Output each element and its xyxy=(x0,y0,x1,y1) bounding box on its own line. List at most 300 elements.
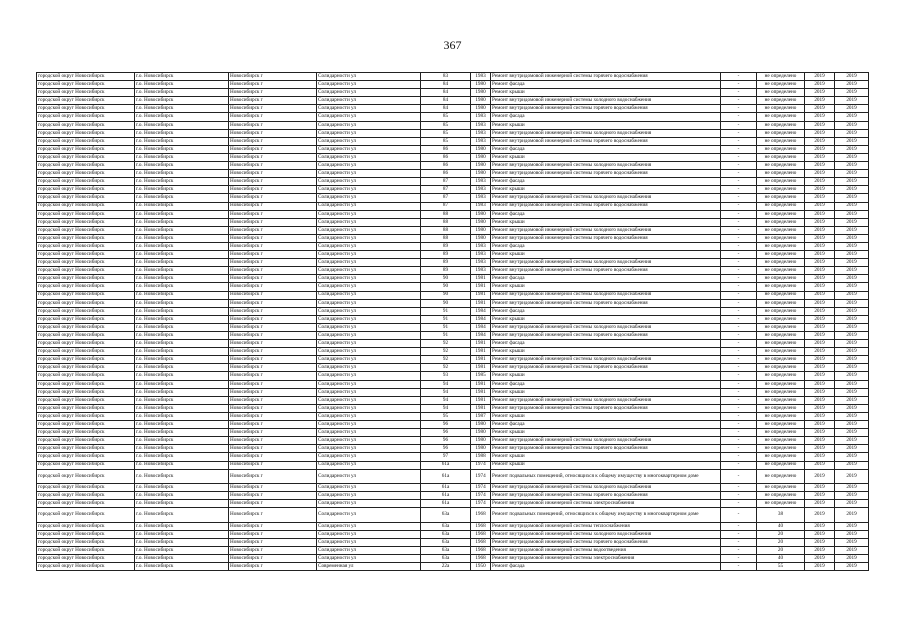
table-row xyxy=(37,412,869,420)
table-row xyxy=(37,178,869,186)
end-year-cell: 2019 xyxy=(835,538,869,546)
urban-district-cell: г.о. Новосибирск xyxy=(135,492,229,500)
dash-cell: - xyxy=(721,170,757,178)
end-year-cell: 2019 xyxy=(835,283,869,291)
settlement-cell: Новосибирск г xyxy=(229,522,317,530)
work-type-cell: Ремонт внутридомовой инженерной системы горячего водоснабжения xyxy=(491,202,721,210)
work-type-cell: Ремонт крыши xyxy=(491,348,721,356)
settlement-cell: Новосибирск г xyxy=(229,429,317,437)
municipal-district-cell: городской округ Новосибирск xyxy=(37,315,135,323)
street-cell: Солидарности ул xyxy=(317,483,421,491)
settlement-cell: Новосибирск г xyxy=(229,153,317,161)
start-year-cell: 2019 xyxy=(805,89,835,97)
urban-district-cell: г.о. Новосибирск xyxy=(135,97,229,105)
work-type-cell: Ремонт фасада xyxy=(491,340,721,348)
table-row xyxy=(37,162,869,170)
street-cell: Солидарности ул xyxy=(317,226,421,234)
table-row xyxy=(37,555,869,563)
build-year-cell: 1968 xyxy=(471,538,491,546)
table-row xyxy=(37,291,869,299)
start-year-cell: 2019 xyxy=(805,522,835,530)
street-cell: Солидарности ул xyxy=(317,445,421,453)
build-year-cell: 1983 xyxy=(471,186,491,194)
settlement-cell: Новосибирск г xyxy=(229,97,317,105)
work-type-cell: Ремонт подвальных помещений, относящихся к общему имуществу в многоквартирном доме xyxy=(491,508,721,522)
build-year-cell: 1981 xyxy=(471,283,491,291)
settlement-cell: Новосибирск г xyxy=(229,315,317,323)
settlement-cell: Новосибирск г xyxy=(229,259,317,267)
urban-district-cell: г.о. Новосибирск xyxy=(135,380,229,388)
end-year-cell: 2019 xyxy=(835,546,869,554)
build-year-cell: 1980 xyxy=(471,429,491,437)
start-year-cell: 2019 xyxy=(805,315,835,323)
municipal-district-cell: городской округ Новосибирск xyxy=(37,73,135,81)
amount-cell: 55 xyxy=(757,563,805,571)
house-number-cell: 96 xyxy=(421,421,471,429)
table-row xyxy=(37,500,869,508)
start-year-cell: 2019 xyxy=(805,453,835,461)
end-year-cell: 2019 xyxy=(835,121,869,129)
build-year-cell: 1983 xyxy=(471,178,491,186)
end-year-cell: 2019 xyxy=(835,404,869,412)
street-cell: Солидарности ул xyxy=(317,412,421,420)
urban-district-cell: г.о. Новосибирск xyxy=(135,218,229,226)
start-year-cell: 2019 xyxy=(805,267,835,275)
urban-district-cell: г.о. Новосибирск xyxy=(135,396,229,404)
municipal-district-cell: городской округ Новосибирск xyxy=(37,453,135,461)
dash-cell: - xyxy=(721,105,757,113)
table-row xyxy=(37,388,869,396)
municipal-district-cell: городской округ Новосибирск xyxy=(37,323,135,331)
amount-cell: не определено xyxy=(757,315,805,323)
amount-cell: 40 xyxy=(757,555,805,563)
street-cell: Солидарности ул xyxy=(317,234,421,242)
end-year-cell: 2019 xyxy=(835,291,869,299)
amount-cell: не определено xyxy=(757,202,805,210)
house-number-cell: 89 xyxy=(421,251,471,259)
dash-cell: - xyxy=(721,275,757,283)
build-year-cell: 1968 xyxy=(471,508,491,522)
settlement-cell: Новосибирск г xyxy=(229,340,317,348)
house-number-cell: 88 xyxy=(421,226,471,234)
house-number-cell: 91 xyxy=(421,307,471,315)
end-year-cell: 2019 xyxy=(835,307,869,315)
municipal-district-cell: городской округ Новосибирск xyxy=(37,546,135,554)
settlement-cell: Новосибирск г xyxy=(229,388,317,396)
street-cell: Солидарности ул xyxy=(317,97,421,105)
settlement-cell: Новосибирск г xyxy=(229,364,317,372)
house-number-cell: 61а xyxy=(421,500,471,508)
amount-cell: 20 xyxy=(757,530,805,538)
settlement-cell: Новосибирск г xyxy=(229,483,317,491)
amount-cell: не определено xyxy=(757,186,805,194)
street-cell: Солидарности ул xyxy=(317,81,421,89)
work-type-cell: Ремонт фасада xyxy=(491,242,721,250)
street-cell: Солидарности ул xyxy=(317,453,421,461)
work-type-cell: Ремонт внутридомовой инженерной системы горячего водоснабжения xyxy=(491,404,721,412)
urban-district-cell: г.о. Новосибирск xyxy=(135,404,229,412)
settlement-cell: Новосибирск г xyxy=(229,129,317,137)
street-cell: Солидарности ул xyxy=(317,113,421,121)
start-year-cell: 2019 xyxy=(805,508,835,522)
street-cell: Солидарности ул xyxy=(317,137,421,145)
start-year-cell: 2019 xyxy=(805,340,835,348)
dash-cell: - xyxy=(721,283,757,291)
urban-district-cell: г.о. Новосибирск xyxy=(135,364,229,372)
build-year-cell: 1980 xyxy=(471,421,491,429)
urban-district-cell: г.о. Новосибирск xyxy=(135,372,229,380)
amount-cell: не определено xyxy=(757,469,805,483)
amount-cell: не определено xyxy=(757,194,805,202)
settlement-cell: Новосибирск г xyxy=(229,218,317,226)
municipal-district-cell: городской округ Новосибирск xyxy=(37,137,135,145)
table-row xyxy=(37,202,869,210)
settlement-cell: Новосибирск г xyxy=(229,89,317,97)
settlement-cell: Новосибирск г xyxy=(229,356,317,364)
house-number-cell: 63а xyxy=(421,522,471,530)
work-type-cell: Ремонт внутридомовой инженерной системы холодного водоснабжения xyxy=(491,194,721,202)
end-year-cell: 2019 xyxy=(835,210,869,218)
amount-cell: не определено xyxy=(757,251,805,259)
work-type-cell: Ремонт внутридомовой инженерной системы холодного водоснабжения xyxy=(491,226,721,234)
dash-cell: - xyxy=(721,372,757,380)
table-row xyxy=(37,113,869,121)
settlement-cell: Новосибирск г xyxy=(229,453,317,461)
start-year-cell: 2019 xyxy=(805,380,835,388)
work-type-cell: Ремонт фасада xyxy=(491,113,721,121)
house-number-cell: 63а xyxy=(421,508,471,522)
amount-cell: не определено xyxy=(757,81,805,89)
build-year-cell: 1983 xyxy=(471,259,491,267)
end-year-cell: 2019 xyxy=(835,323,869,331)
urban-district-cell: г.о. Новосибирск xyxy=(135,202,229,210)
end-year-cell: 2019 xyxy=(835,202,869,210)
urban-district-cell: г.о. Новосибирск xyxy=(135,555,229,563)
settlement-cell: Новосибирск г xyxy=(229,396,317,404)
build-year-cell: 1981 xyxy=(471,380,491,388)
table-row xyxy=(37,137,869,145)
start-year-cell: 2019 xyxy=(805,210,835,218)
build-year-cell: 1980 xyxy=(471,445,491,453)
house-number-cell: 86 xyxy=(421,145,471,153)
dash-cell: - xyxy=(721,81,757,89)
urban-district-cell: г.о. Новосибирск xyxy=(135,275,229,283)
work-type-cell: Ремонт фасада xyxy=(491,421,721,429)
dash-cell: - xyxy=(721,500,757,508)
dash-cell: - xyxy=(721,299,757,307)
amount-cell: не определено xyxy=(757,210,805,218)
urban-district-cell: г.о. Новосибирск xyxy=(135,388,229,396)
dash-cell: - xyxy=(721,461,757,469)
start-year-cell: 2019 xyxy=(805,105,835,113)
end-year-cell: 2019 xyxy=(835,530,869,538)
settlement-cell: Новосибирск г xyxy=(229,170,317,178)
settlement-cell: Новосибирск г xyxy=(229,137,317,145)
end-year-cell: 2019 xyxy=(835,186,869,194)
table-row xyxy=(37,315,869,323)
end-year-cell: 2019 xyxy=(835,162,869,170)
settlement-cell: Новосибирск г xyxy=(229,299,317,307)
municipal-district-cell: городской округ Новосибирск xyxy=(37,218,135,226)
urban-district-cell: г.о. Новосибирск xyxy=(135,429,229,437)
settlement-cell: Новосибирск г xyxy=(229,421,317,429)
house-number-cell: 61а xyxy=(421,483,471,491)
amount-cell: не определено xyxy=(757,267,805,275)
build-year-cell: 1968 xyxy=(471,522,491,530)
municipal-district-cell: городской округ Новосибирск xyxy=(37,267,135,275)
table-row xyxy=(37,356,869,364)
amount-cell: 20 xyxy=(757,538,805,546)
street-cell: Солидарности ул xyxy=(317,202,421,210)
street-cell: Солидарности ул xyxy=(317,522,421,530)
urban-district-cell: г.о. Новосибирск xyxy=(135,332,229,340)
dash-cell: - xyxy=(721,340,757,348)
build-year-cell: 1983 xyxy=(471,194,491,202)
house-number-cell: 89 xyxy=(421,259,471,267)
amount-cell: не определено xyxy=(757,226,805,234)
start-year-cell: 2019 xyxy=(805,530,835,538)
table-row xyxy=(37,267,869,275)
build-year-cell: 1981 xyxy=(471,396,491,404)
table-row xyxy=(37,259,869,267)
work-type-cell: Ремонт внутридомовой инженерной системы горячего водоснабжения xyxy=(491,267,721,275)
dash-cell: - xyxy=(721,210,757,218)
street-cell: Солидарности ул xyxy=(317,461,421,469)
work-type-cell: Ремонт внутридомовой инженерной системы холодного водоснабжения xyxy=(491,259,721,267)
municipal-district-cell: городской округ Новосибирск xyxy=(37,251,135,259)
urban-district-cell: г.о. Новосибирск xyxy=(135,307,229,315)
urban-district-cell: г.о. Новосибирск xyxy=(135,137,229,145)
table-row xyxy=(37,323,869,331)
house-number-cell: 96 xyxy=(421,437,471,445)
amount-cell: не определено xyxy=(757,429,805,437)
table-row xyxy=(37,404,869,412)
dash-cell: - xyxy=(721,291,757,299)
municipal-district-cell: городской округ Новосибирск xyxy=(37,388,135,396)
build-year-cell: 1984 xyxy=(471,307,491,315)
end-year-cell: 2019 xyxy=(835,437,869,445)
house-number-cell: 63а xyxy=(421,530,471,538)
start-year-cell: 2019 xyxy=(805,421,835,429)
amount-cell: не определено xyxy=(757,234,805,242)
build-year-cell: 1988 xyxy=(471,453,491,461)
build-year-cell: 1981 xyxy=(471,388,491,396)
table-row xyxy=(37,445,869,453)
municipal-district-cell: городской округ Новосибирск xyxy=(37,356,135,364)
work-type-cell: Ремонт крыши xyxy=(491,218,721,226)
end-year-cell: 2019 xyxy=(835,73,869,81)
table-row xyxy=(37,437,869,445)
build-year-cell: 1984 xyxy=(471,323,491,331)
build-year-cell: 1974 xyxy=(471,500,491,508)
table-row xyxy=(37,421,869,429)
dash-cell: - xyxy=(721,412,757,420)
table-row xyxy=(37,492,869,500)
work-type-cell: Ремонт внутридомовой инженерной системы горячего водоснабжения xyxy=(491,73,721,81)
dash-cell: - xyxy=(721,178,757,186)
build-year-cell: 1983 xyxy=(471,242,491,250)
house-number-cell: 92 xyxy=(421,340,471,348)
table-row xyxy=(37,340,869,348)
settlement-cell: Новосибирск г xyxy=(229,234,317,242)
end-year-cell: 2019 xyxy=(835,153,869,161)
house-number-cell: 90 xyxy=(421,275,471,283)
work-type-cell: Ремонт внутридомовой инженерной системы холодного водоснабжения xyxy=(491,483,721,491)
start-year-cell: 2019 xyxy=(805,194,835,202)
municipal-district-cell: городской округ Новосибирск xyxy=(37,291,135,299)
municipal-district-cell: городской округ Новосибирск xyxy=(37,145,135,153)
work-type-cell: Ремонт подвальных помещений, относящихся к общему имуществу в многоквартирном доме xyxy=(491,469,721,483)
end-year-cell: 2019 xyxy=(835,259,869,267)
end-year-cell: 2019 xyxy=(835,356,869,364)
work-type-cell: Ремонт внутридомовой инженерной системы горячего водоснабжения xyxy=(491,299,721,307)
work-type-cell: Ремонт внутридомовой инженерной системы горячего водоснабжения xyxy=(491,170,721,178)
work-type-cell: Ремонт крыши xyxy=(491,89,721,97)
start-year-cell: 2019 xyxy=(805,259,835,267)
street-cell: Солидарности ул xyxy=(317,259,421,267)
municipal-district-cell: городской округ Новосибирск xyxy=(37,340,135,348)
urban-district-cell: г.о. Новосибирск xyxy=(135,421,229,429)
amount-cell: 38 xyxy=(757,508,805,522)
house-number-cell: 88 xyxy=(421,234,471,242)
end-year-cell: 2019 xyxy=(835,226,869,234)
urban-district-cell: г.о. Новосибирск xyxy=(135,81,229,89)
dash-cell: - xyxy=(721,437,757,445)
dash-cell: - xyxy=(721,186,757,194)
end-year-cell: 2019 xyxy=(835,492,869,500)
start-year-cell: 2019 xyxy=(805,445,835,453)
table-body xyxy=(37,73,869,571)
dash-cell: - xyxy=(721,364,757,372)
municipal-district-cell: городской округ Новосибирск xyxy=(37,500,135,508)
settlement-cell: Новосибирск г xyxy=(229,555,317,563)
amount-cell: 40 xyxy=(757,522,805,530)
end-year-cell: 2019 xyxy=(835,461,869,469)
work-type-cell: Ремонт внутридомовой инженерной системы холодного водоснабжения xyxy=(491,162,721,170)
street-cell: Солидарности ул xyxy=(317,538,421,546)
start-year-cell: 2019 xyxy=(805,121,835,129)
street-cell: Солидарности ул xyxy=(317,356,421,364)
end-year-cell: 2019 xyxy=(835,445,869,453)
dash-cell: - xyxy=(721,421,757,429)
house-number-cell: 85 xyxy=(421,137,471,145)
end-year-cell: 2019 xyxy=(835,137,869,145)
settlement-cell: Новосибирск г xyxy=(229,348,317,356)
end-year-cell: 2019 xyxy=(835,129,869,137)
build-year-cell: 1974 xyxy=(471,469,491,483)
municipal-district-cell: городской округ Новосибирск xyxy=(37,202,135,210)
street-cell: Солидарности ул xyxy=(317,500,421,508)
table-row xyxy=(37,251,869,259)
street-cell: Солидарности ул xyxy=(317,291,421,299)
work-type-cell: Ремонт крыши xyxy=(491,315,721,323)
table-row xyxy=(37,364,869,372)
table-row xyxy=(37,218,869,226)
start-year-cell: 2019 xyxy=(805,170,835,178)
street-cell: Солидарности ул xyxy=(317,89,421,97)
dash-cell: - xyxy=(721,538,757,546)
street-cell: Солидарности ул xyxy=(317,105,421,113)
end-year-cell: 2019 xyxy=(835,89,869,97)
work-type-cell: Ремонт внутридомовой инженерной системы горячего водоснабжения xyxy=(491,364,721,372)
end-year-cell: 2019 xyxy=(835,194,869,202)
work-type-cell: Ремонт внутридомовой инженерной системы холодного водоснабжения xyxy=(491,291,721,299)
house-number-cell: 93 xyxy=(421,372,471,380)
amount-cell: не определено xyxy=(757,73,805,81)
dash-cell: - xyxy=(721,356,757,364)
table-row xyxy=(37,89,869,97)
urban-district-cell: г.о. Новосибирск xyxy=(135,348,229,356)
end-year-cell: 2019 xyxy=(835,275,869,283)
table-row xyxy=(37,105,869,113)
build-year-cell: 1980 xyxy=(471,89,491,97)
settlement-cell: Новосибирск г xyxy=(229,404,317,412)
urban-district-cell: г.о. Новосибирск xyxy=(135,546,229,554)
end-year-cell: 2019 xyxy=(835,299,869,307)
build-year-cell: 1980 xyxy=(471,97,491,105)
table-row xyxy=(37,145,869,153)
municipal-district-cell: городской округ Новосибирск xyxy=(37,332,135,340)
municipal-district-cell: городской округ Новосибирск xyxy=(37,538,135,546)
end-year-cell: 2019 xyxy=(835,396,869,404)
house-number-cell: 63а xyxy=(421,538,471,546)
dash-cell: - xyxy=(721,121,757,129)
work-type-cell: Ремонт внутридомовой инженерной системы холодного водоснабжения xyxy=(491,323,721,331)
work-type-cell: Ремонт внутридомовой инженерной системы холодного водоснабжения xyxy=(491,396,721,404)
municipal-district-cell: городской округ Новосибирск xyxy=(37,380,135,388)
dash-cell: - xyxy=(721,453,757,461)
street-cell: Солидарности ул xyxy=(317,194,421,202)
build-year-cell: 1983 xyxy=(471,267,491,275)
build-year-cell: 1983 xyxy=(471,121,491,129)
end-year-cell: 2019 xyxy=(835,453,869,461)
start-year-cell: 2019 xyxy=(805,251,835,259)
end-year-cell: 2019 xyxy=(835,267,869,275)
amount-cell: не определено xyxy=(757,453,805,461)
urban-district-cell: г.о. Новосибирск xyxy=(135,210,229,218)
end-year-cell: 2019 xyxy=(835,113,869,121)
municipal-district-cell: городской округ Новосибирск xyxy=(37,178,135,186)
municipal-district-cell: городской округ Новосибирск xyxy=(37,348,135,356)
municipal-district-cell: городской округ Новосибирск xyxy=(37,89,135,97)
end-year-cell: 2019 xyxy=(835,388,869,396)
street-cell: Солидарности ул xyxy=(317,153,421,161)
start-year-cell: 2019 xyxy=(805,186,835,194)
end-year-cell: 2019 xyxy=(835,380,869,388)
start-year-cell: 2019 xyxy=(805,461,835,469)
start-year-cell: 2019 xyxy=(805,356,835,364)
urban-district-cell: г.о. Новосибирск xyxy=(135,299,229,307)
work-type-cell: Ремонт крыши xyxy=(491,186,721,194)
street-cell: Солидарности ул xyxy=(317,129,421,137)
build-year-cell: 1968 xyxy=(471,530,491,538)
end-year-cell: 2019 xyxy=(835,340,869,348)
settlement-cell: Новосибирск г xyxy=(229,437,317,445)
amount-cell: не определено xyxy=(757,97,805,105)
table-row xyxy=(37,538,869,546)
house-number-cell: 87 xyxy=(421,202,471,210)
amount-cell: не определено xyxy=(757,218,805,226)
end-year-cell: 2019 xyxy=(835,483,869,491)
work-type-cell: Ремонт фасада xyxy=(491,380,721,388)
settlement-cell: Новосибирск г xyxy=(229,461,317,469)
amount-cell: не определено xyxy=(757,113,805,121)
municipal-district-cell: городской округ Новосибирск xyxy=(37,412,135,420)
street-cell: Солидарности ул xyxy=(317,396,421,404)
build-year-cell: 1980 xyxy=(471,437,491,445)
dash-cell: - xyxy=(721,73,757,81)
street-cell: Солидарности ул xyxy=(317,242,421,250)
